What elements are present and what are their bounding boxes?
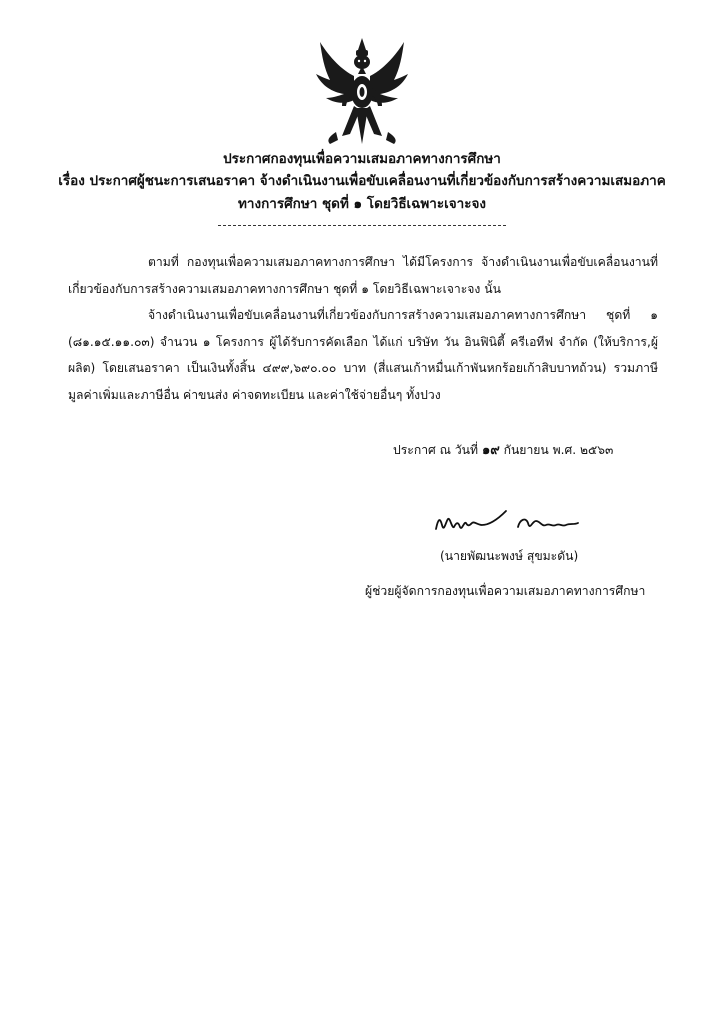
date-prefix: ประกาศ ณ วันที่ [393, 443, 479, 457]
announcement-title: ประกาศกองทุนเพื่อความเสมอภาคทางการศึกษา [223, 151, 501, 167]
handwritten-signature [432, 505, 592, 539]
body-paragraph-2: จ้างดำเนินงานเพื่อขับเคลื่อนงานที่เกี่ยวข้องกับการสร้างความเสมอภาคทางการศึกษา ชุดที่ ๑ (๘๑.๑๕.๑๑.๐๓) จำนวน ๑ โครงการ ผู้ได้รับการคัดเลือก ได้แก่ บริษัท วัน อินฟินิตี้ ครีเอทีฟ จำกัด (ให้บริการ,ผู้ผลิต) โดยเสนอราคา เป็นเงินทั้งสิ้น ๔๙๙,๖๙๐.๐๐ บาท (สี่แสนเก้าหมื่นเก้าพันหกร้อยเก้าสิบบาทถ้วน) รวมภาษีมูลค่าเพิ่มและภาษีอื่น ค่าขนส่ง ค่าจดทะเบียน และค่าใช้จ่ายอื่นๆ ทั้งปวง [68, 308, 658, 402]
announcement-subject-continued: ทางการศึกษา ชุดที่ ๑ โดยวิธีเฉพาะเจาะจง [238, 196, 486, 212]
announcement-date [393, 439, 693, 462]
announcement-subject: เรื่อง ประกาศผู้ชนะการเสนอราคา จ้างดำเนินงานเพื่อขับเคลื่อนงานที่เกี่ยวข้องกับการสร้างความเสมอภาค [58, 173, 666, 189]
separator-line [218, 225, 506, 226]
body-paragraph-1: ตามที่ กองทุนเพื่อความเสมอภาคทางการศึกษา ได้มีโครงการ จ้างดำเนินงานเพื่อขับเคลื่อนงานที่เกี่ยวข้องกับการสร้างความเสมอภาคทางการศึกษา ชุดที่ ๑ โดยวิธีเฉพาะเจาะจง นั้น [68, 255, 658, 296]
garuda-emblem-icon [312, 36, 412, 146]
date-month-year: กันยายน พ.ศ. ๒๕๖๓ [503, 443, 614, 457]
signatory-name: (นายพัฒนะพงษ์ สุขมะดัน) [440, 549, 579, 563]
signatory-position: ผู้ช่วยผู้จัดการกองทุนเพื่อความเสมอภาคทางการศึกษา [365, 584, 646, 598]
date-day: ๑๙ [481, 443, 500, 458]
